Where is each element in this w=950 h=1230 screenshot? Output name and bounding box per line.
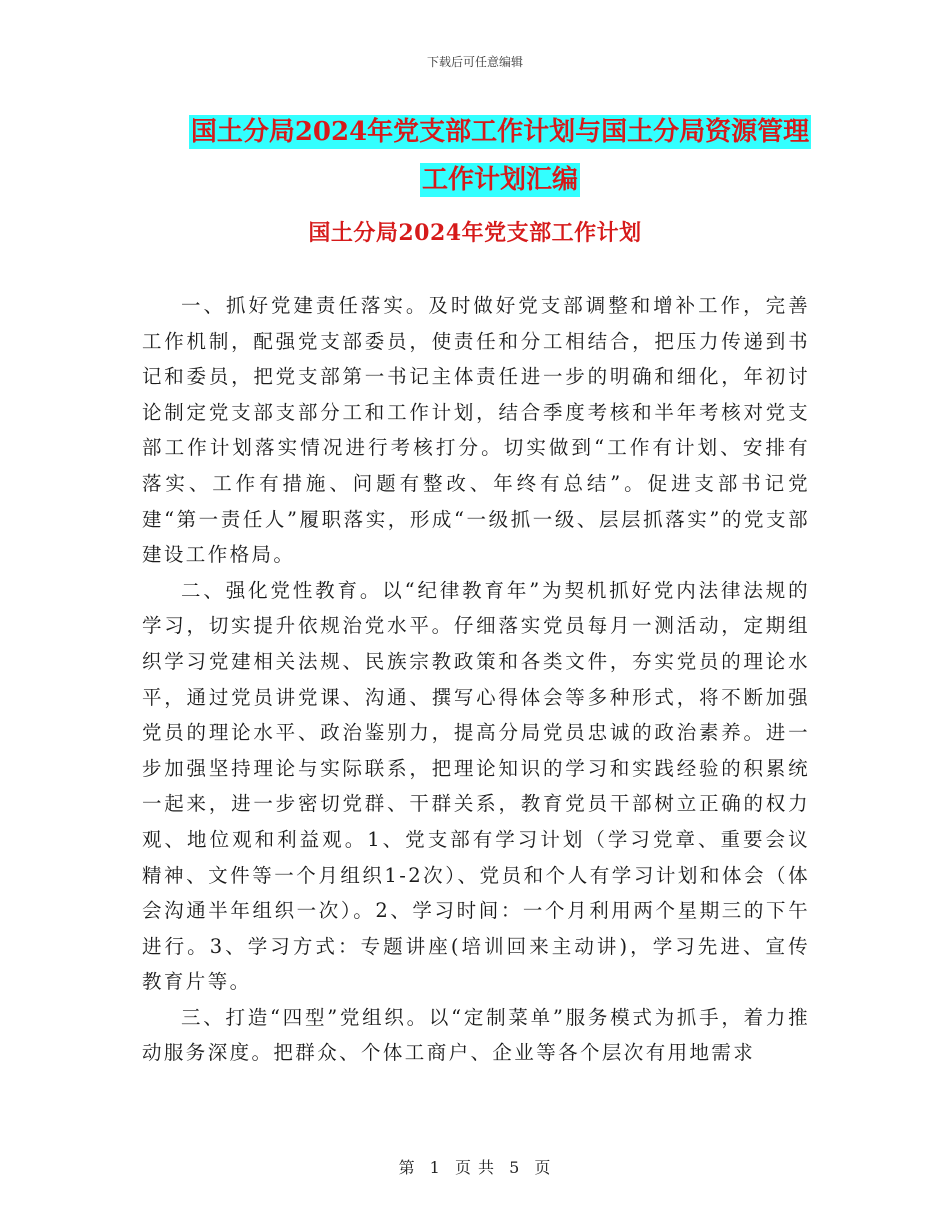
section-title: 国土分局2024年党支部工作计划 <box>308 220 642 246</box>
footer-total-pages: 5 <box>509 1158 521 1177</box>
header-note: 下载后可任意编辑 <box>426 55 523 69</box>
document-title-line-2: 工作计划汇编 <box>421 165 578 195</box>
footer-page-number: 1 <box>429 1158 441 1177</box>
document-title <box>140 108 860 204</box>
paragraph-2: 二、强化党性教育。以“纪律教育年”为契机抓好党内法律法规的学习，切实提升依规治党水平。仔细落实党员每月一测活动，定期组织学习党建相关法规、民族宗教政策和各类文件，夯实党员的理论水平，通过党员讲党课、沟通、撰写心得体会等多种形式，将不断加强党员的理论水平、政治鉴别力，提高分局党员忠诚的政治素养。进一步加强坚持理论与实际联系，把理论知识的学习和实践经验的积累统一起来，进一步密切党群、干群关系，教育党员干部树立正确的权力观、地位观和利益观。1、党支部有学习计划（学习党章、重要会议精神、文件等一个月组织1-2次）、党员和个人有学习计划和体会（体会沟通半年组织一次）。2、学习时间：一个月利用两个星期三的下午进行。3、学习方式：专题讲座(培训回来主动讲)，学习先进、宣传教育片等。 <box>142 578 810 994</box>
paragraph-1: 一、抓好党建责任落实。及时做好党支部调整和增补工作，完善工作机制，配强党支部委员，使责任和分工相结合，把压力传递到书记和委员，把党支部第一书记主体责任进一步的明确和细化，年初讨论制定党支部支部分工和工作计划，结合季度考核和半年考核对党支部工作计划落实情况进行考核打分。切实做到“工作有计划、安排有落实、工作有措施、问题有整改、年终有总结”。促进支部书记党建“第一责任人”履职落实，形成“一级抓一级、层层抓落实”的党支部建设工作格局。 <box>142 294 810 567</box>
footer-prefix: 第 <box>398 1158 416 1177</box>
document-title-line-1: 国土分局2024年党支部工作计划与国土分局资源管理 <box>190 117 810 147</box>
footer-middle: 页 共 <box>454 1158 496 1177</box>
footer-suffix: 页 <box>534 1158 552 1177</box>
paragraph-3: 三、打造“四型”党组织。以“定制菜单”服务模式为抓手，着力推动服务深度。把群众、个体工商户、企业等各个层次有用地需求 <box>142 1005 810 1065</box>
page-footer <box>0 1155 950 1178</box>
document-body <box>142 288 810 1071</box>
